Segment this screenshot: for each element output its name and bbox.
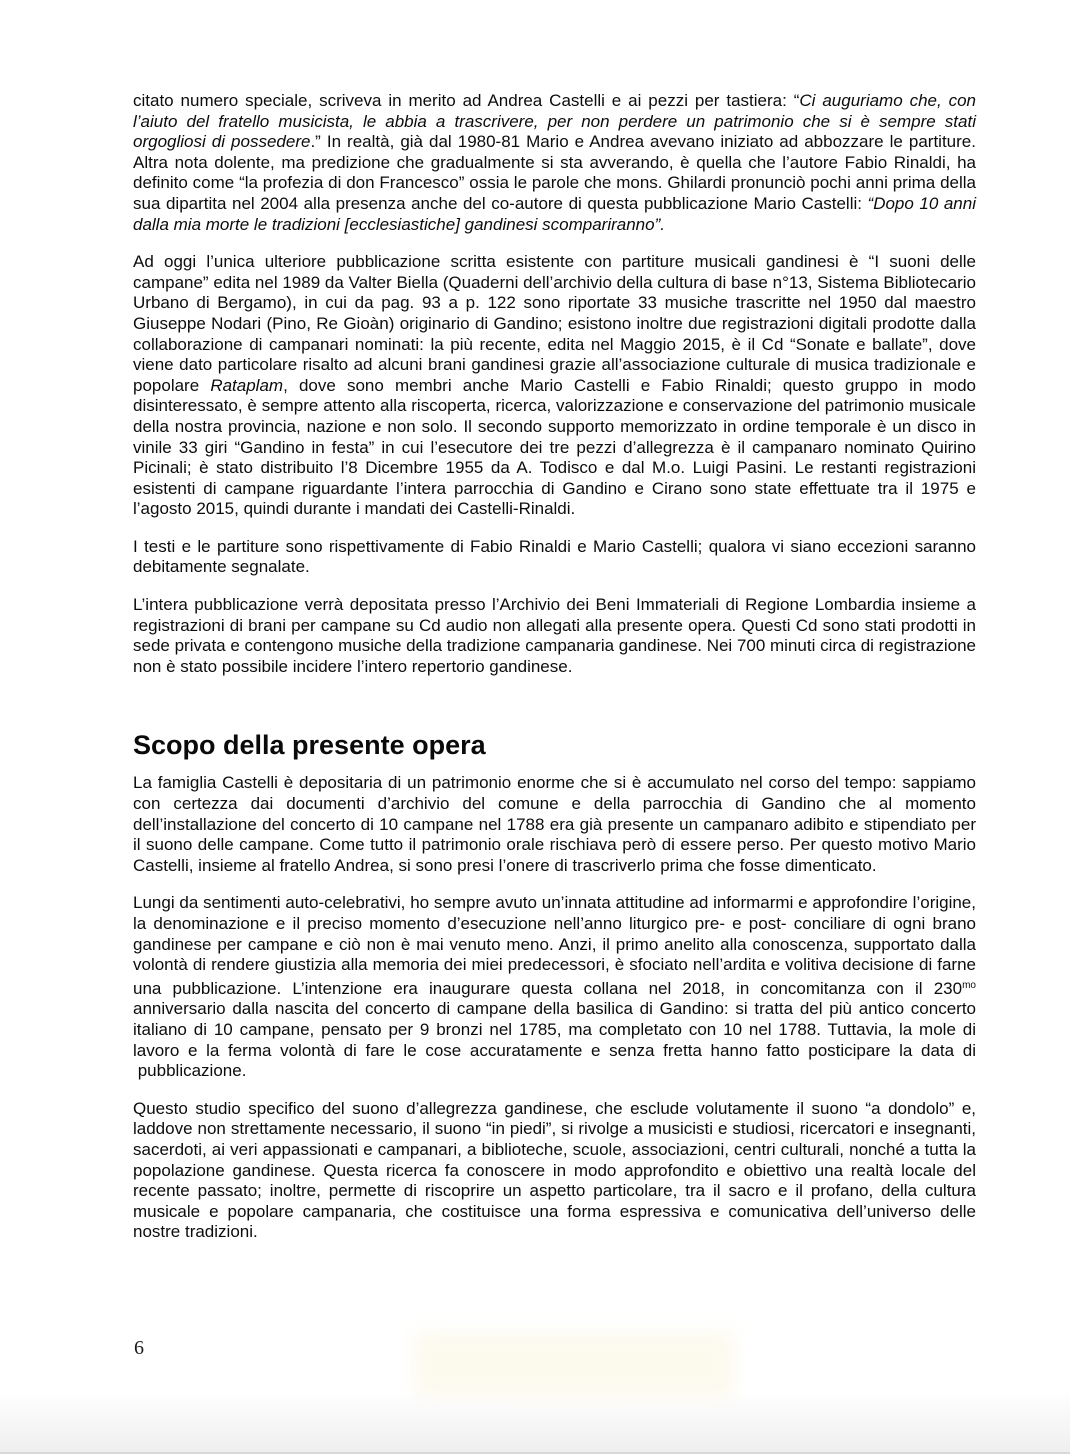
text-run-normal: Ad oggi l’unica ulteriore pubblicazione scritta esistente con partiture musicali gandinesi è “I suoni delle campane” edita nel 1989 da Valter Biella (Quaderni dell’archivio della cultura di base n°13, Sistema Bibliotecario Urbano di Bergamo), in cui da pag. 93 a p. 122 sono riportate 33 musiche trascritte nel 1950 dal maestro Giuseppe Nodari (Pino, Re Gioàn) originario di Gandino; esistono inoltre due registrazioni digitali prodotte dalla collaborazione di campanari nominati: la più recente, edita nel Maggio 2015, è il Cd “Sonate e ballate”, dove viene dato particolare risalto ad alcuni brani gandinesi grazie all’associazione culturale di musica tradizionale e popolare <box>133 252 976 395</box>
text-run-italic: “Dopo 10 anni dalla mia morte le tradizioni [ecclesiastiche] gandinesi scompariranno”. <box>133 193 976 234</box>
text-run-normal: , dove sono membri anche Mario Castelli e Fabio Rinaldi; questo gruppo in modo disinteressato, è sempre attento alla riscoperta, ricerca, valorizzazione e conservazione del patrimonio musicale della nostra provincia, nazione e non solo. Il secondo supporto memorizzato in ordine temporale è un disco in vinile 33 giri “Gandino in festa” in cui l’esecutore dei tre pezzi d’allegrezza è il campanaro nominato Quirino Picinali; è stato distribuito l’8 Dicembre 1955 da A. Todisco e dal M.o. Luigi Pasini. Le restanti registrazioni esistenti di campane riguardante l’intera parrocchia di Gandino e Cirano sono state effettuate tra il 1975 e l’agosto 2015, quindi durante i mandati dei Castelli-Rinaldi. <box>133 375 976 519</box>
text-run-sup: mo <box>962 979 976 991</box>
text-run-normal: L’intera pubblicazione verrà depositata presso l’Archivio dei Beni Immateriali di Regione Lombardia insieme a registrazioni di brani per campane su Cd audio non allegati alla presente opera. Questi Cd sono stati prodotti in sede privata e contengono musiche della tradizione campanaria gandinese. Nei 700 minuti circa di registrazione non è stato possibile incidere l’intero repertorio gandinese. <box>133 595 976 676</box>
paragraph <box>133 1099 976 1243</box>
body-paragraphs-bottom <box>133 773 976 1242</box>
paragraph <box>133 537 976 578</box>
text-run-normal: anniversario dalla nascita del concerto di campane della basilica di Gandino: si tratta del più antico concerto italiano di 10 campane, pensato per 9 bronzi nel 1785, ma completato con 10 nel 1788. Tuttavia, la mole di lavoro e la ferma volontà di fare le cose accuratamente e senza fretta hanno fatto posticipare la data di pubblicazione. <box>133 999 976 1081</box>
paragraph <box>133 595 976 677</box>
page-content <box>133 91 976 1260</box>
text-run-normal: La famiglia Castelli è depositaria di un patrimonio enorme che si è accumulato nel corso del tempo: sappiamo con certezza dai documenti d’archivio del comune e della parrocchia di Gandino che al momento dell’installazione del concerto di 10 campane nel 1788 era già presente un campanaro adibito e stipendiato per il suono delle campane. Come tutto il patrimonio orale rischiava però di essere perso. Per questo motivo Mario Castelli, insieme al fratello Andrea, si sono presi l’onere di trascriverlo prima che fosse dimenticato. <box>133 773 976 875</box>
page-number: 6 <box>134 1337 144 1359</box>
paragraph <box>133 893 976 1081</box>
text-run-normal: I testi e le partiture sono rispettivamente di Fabio Rinaldi e Mario Castelli; qualora vi siano eccezioni saranno debitamente segnalate. <box>133 536 976 577</box>
paragraph <box>133 91 976 235</box>
paragraph <box>133 252 976 520</box>
page-bottom-shadow <box>0 1392 1070 1454</box>
text-run-italic: Ci auguriamo che, con l’aiuto del fratello musicista, le abbia a trascrivere, per non perdere un patrimonio che si è sempre stati orgogliosi di possedere <box>133 91 977 152</box>
paragraph <box>133 773 976 876</box>
section-heading: Scopo della presente opera <box>133 730 486 761</box>
text-run-normal: .” In realtà, già dal 1980-81 Mario e Andrea avevano iniziato ad abbozzare le partiture. Altra nota dolente, ma predizione che gradualmente si sta avverando, è quella che l’autore Fabio Rinaldi, ha definito come “la profezia di don Francesco” ossia le parole che mons. Ghilardi pronunciò pochi anni prima della sua dipartita nel 2004 alla presenza anche del co-autore di questa pubblicazione Mario Castelli: <box>133 132 976 213</box>
text-run-normal: citato numero speciale, scriveva in merito ad Andrea Castelli e ai pezzi per tastiera: “ <box>133 91 800 110</box>
text-run-normal: Lungi da sentimenti auto-celebrativi, ho sempre avuto un’innata attitudine ad informarmi e approfondire l’origine, la denominazione e il preciso momento d’esecuzione nell’anno liturgico pre- e post- conciliare di ogni brano gandinese per campane e ciò non è mai venuto meno. Anzi, il primo anelito alla conoscenza, supportato dalla volontà di rendere giustizia alla memoria dei miei predecessori, è sfociato nell’ardita e volitiva decisione di farne una pubblicazione. L’intenzione era inaugurare questa collana nel 2018, in concomitanza con il 230 <box>133 893 976 998</box>
body-paragraphs-top <box>133 91 976 677</box>
scan-artifact-highlight <box>415 1332 735 1398</box>
text-run-italic: Rataplam <box>210 375 284 395</box>
text-run-normal: Questo studio specifico del suono d’allegrezza gandinese, che esclude volutamente il suono “a dondolo” e, laddove non strettamente necessario, il suono “in piedi”, si rivolge a musicisti e studiosi, ricercatori e insegnanti, sacerdoti, ai veri appassionati e campanari, a biblioteche, scuole, associazioni, centri culturali, nonché a tutta la popolazione gandinese. Questa ricerca fa conoscere in modo approfondito e obiettivo una realtà locale del recente passato; inoltre, permette di riscoprire un aspetto particolare, tra il sacro e il profano, della cultura musicale e popolare campanaria, che costituisce una forma espressiva e comunicativa dell’universo delle nostre tradizioni. <box>133 1098 976 1242</box>
